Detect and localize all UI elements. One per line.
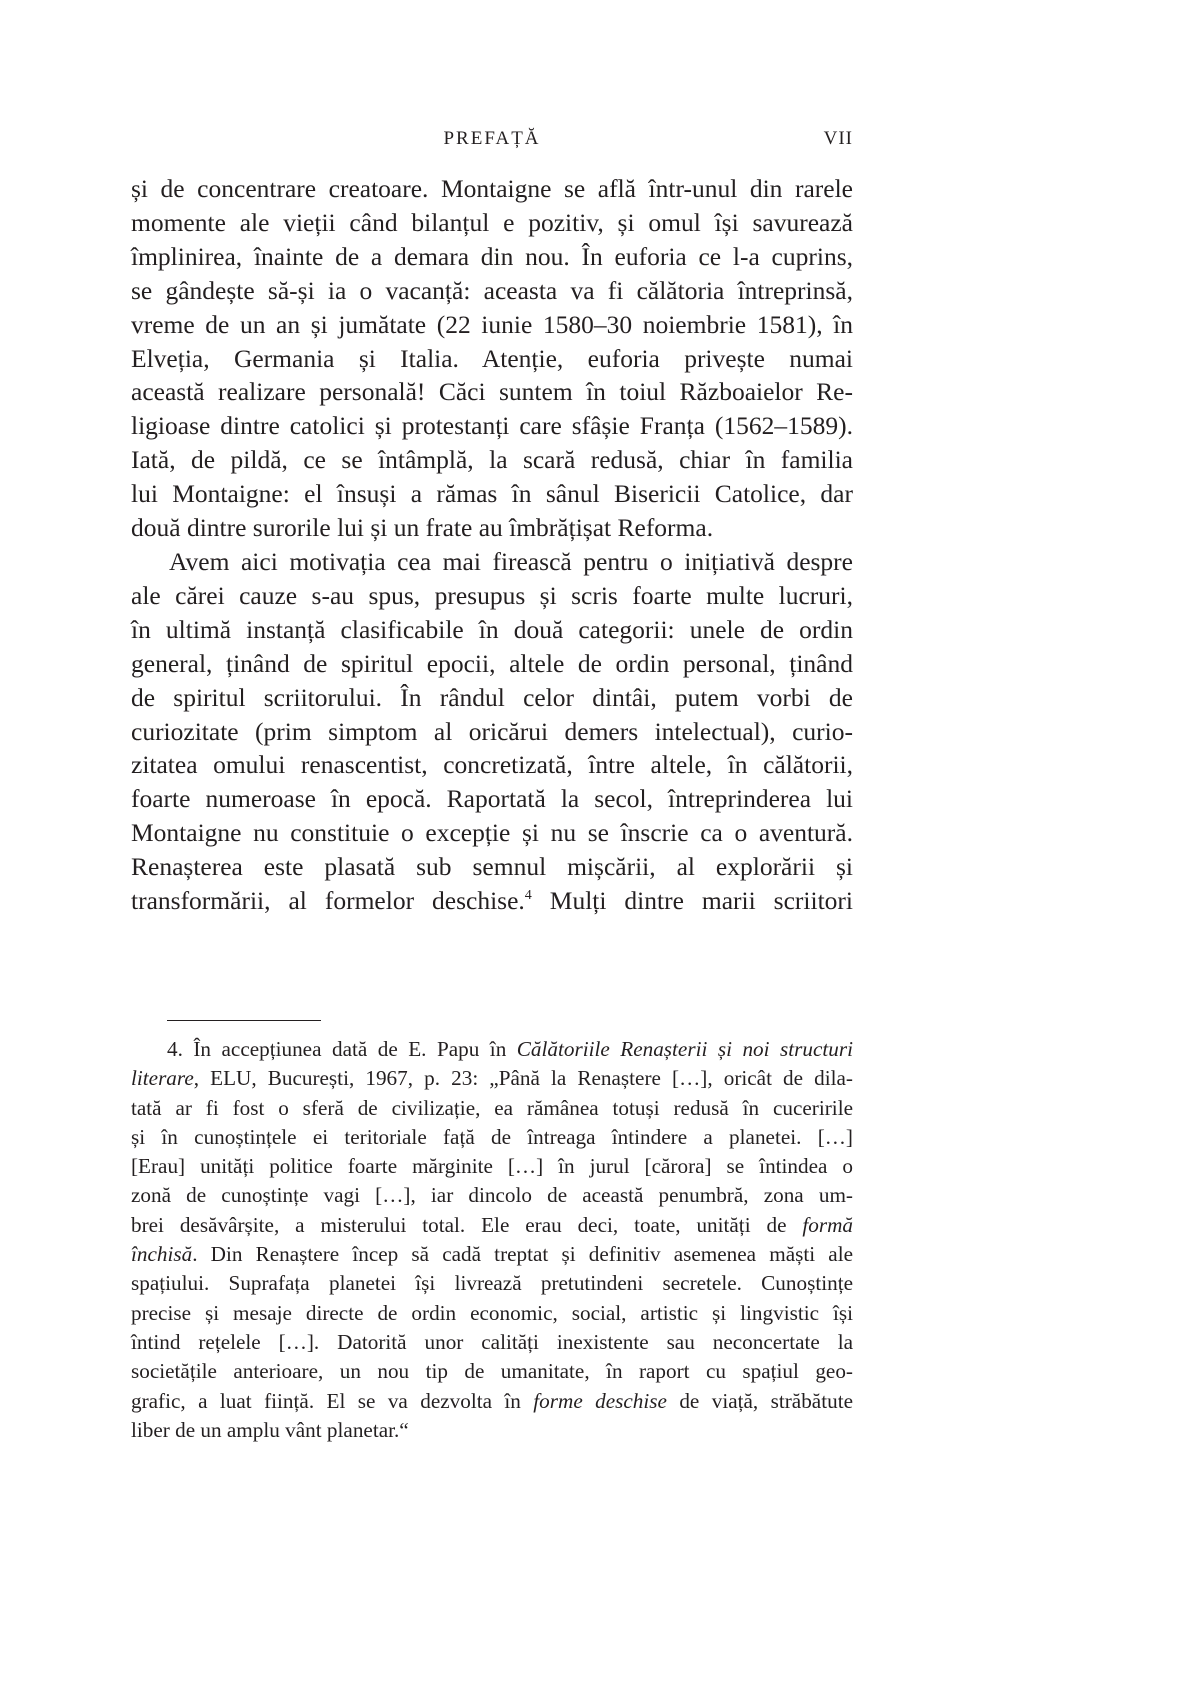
text-line: Iată, de pildă, ce se întâmplă, la scară redusă, chiar în familia bbox=[131, 445, 853, 475]
footnote-line: liber de un amplu vânt planetar.“ bbox=[131, 1417, 409, 1442]
emphasis-italic: formă bbox=[802, 1212, 853, 1237]
text-fragment: În accepțiunea dată de E. Papu în bbox=[182, 1037, 517, 1061]
footnote-line: întind rețelele […]. Datorită unor calități inexistente sau neconcertate la bbox=[131, 1329, 853, 1354]
text-fragment: . Din Renaștere încep să cadă treptat și definitiv asemenea măști ale bbox=[192, 1242, 853, 1267]
text-line: această realizare personală! Căci suntem în toiul Războaielor Re- bbox=[131, 377, 853, 407]
text-line: curiozitate (prim simptom al oricărui demers intelectual), curio- bbox=[131, 716, 853, 746]
text-fragment: de viață, străbătute bbox=[666, 1388, 853, 1413]
text-line: vreme de un an și jumătate (22 iunie 1580–30 noiembrie 1581), în bbox=[131, 309, 853, 339]
text-line: de spiritul scriitorului. În rândul celor dintâi, putem vorbi de bbox=[131, 682, 853, 712]
text-line: în ultimă instanță clasificabile în două categorii: unele de ordin bbox=[131, 614, 853, 644]
text-line: ligioase dintre catolici și protestanți care sfâșie Franța (1562–1589). bbox=[131, 411, 853, 441]
footnote-line: spațiului. Suprafața planetei își livrează pretutindeni secretele. Cunoștințe bbox=[131, 1271, 853, 1296]
text-line: și de concentrare creatoare. Montaigne se află într-unul din rarele bbox=[131, 174, 853, 203]
footnote-line: societățile anterioare, un nou tip de umanitate, în raport cu spațiul geo- bbox=[131, 1359, 853, 1384]
text-fragment: transformării, al formelor deschise. bbox=[131, 886, 525, 916]
footnote-4 bbox=[131, 1035, 853, 1445]
chapter-title: PREFAȚĂ bbox=[443, 128, 541, 149]
emphasis-italic: închisă bbox=[131, 1242, 193, 1267]
emphasis-italic: forme deschise bbox=[533, 1388, 667, 1413]
footnote-line bbox=[131, 1387, 853, 1416]
footnote-line: zonă de cunoștințe vagi […], iar dincolo de această penumbră, zona um- bbox=[131, 1183, 853, 1208]
text-line: Renașterea este plasată sub semnul mișcării, al explorării și bbox=[131, 852, 853, 882]
text-fragment: Mulți dintre marii scriitori bbox=[531, 886, 853, 916]
paragraph-2 bbox=[131, 545, 853, 923]
footnote-line bbox=[131, 1064, 853, 1093]
book-title-italic: literare bbox=[131, 1066, 194, 1091]
footnote-line: tată ar fi fost o sferă de civilizație, ea rămânea totuși redusă în cuceririle bbox=[131, 1095, 853, 1120]
main-text bbox=[131, 172, 853, 923]
footnote-separator bbox=[167, 1020, 321, 1021]
text-line: Elveția, Germania și Italia. Atenție, euforia privește numai bbox=[131, 343, 853, 373]
text-fragment: brei desăvârșite, a misterului total. Ele erau deci, toate, unități de bbox=[131, 1212, 803, 1237]
running-head bbox=[131, 128, 853, 158]
text-fragment: grafic, a luat ființă. El se va dezvolta în bbox=[131, 1388, 534, 1413]
text-line: lui Montaigne: el însuși a rămas în sânul Bisericii Catolice, dar bbox=[131, 479, 853, 509]
footnote-line: și în cunoștințele ei teritoriale față de întreaga întindere a planetei. […] bbox=[131, 1124, 853, 1149]
text-line: general, ținând de spiritul epocii, altele de ordin personal, ținând bbox=[131, 648, 853, 678]
text-fragment: , ELU, București, 1967, p. 23: „Până la Renaștere […], oricât de dila- bbox=[193, 1066, 853, 1091]
page-number: VII bbox=[823, 128, 853, 149]
text-line: momente ale vieții când bilanțul e pozitiv, și omul își savurează bbox=[131, 207, 853, 237]
footnote-line bbox=[131, 1240, 853, 1269]
text-line: zitatea omului renascentist, concretizată, între altele, în călătorii, bbox=[131, 750, 853, 780]
text-line: împlinirea, înainte de a demara din nou. În euforia ce l-a cuprins, bbox=[131, 241, 853, 271]
book-title-italic: Călătoriile Renașterii și noi structuri bbox=[516, 1037, 853, 1061]
text-line: două dintre surorile lui și un frate au îmbrățișat Reforma. bbox=[131, 513, 714, 543]
text-line: foarte numeroase în epocă. Raportată la secol, întreprinderea lui bbox=[131, 784, 853, 814]
text-line: ale cărei cauze s-au spus, presupus și scris foarte multe lucruri, bbox=[131, 580, 853, 610]
footnote-reference[interactable]: 4 bbox=[524, 888, 532, 904]
text-line bbox=[131, 884, 853, 923]
footnote-line bbox=[131, 1211, 853, 1240]
footnote-line: precise și mesaje directe de ordin economic, social, artistic și lingvistic își bbox=[131, 1300, 853, 1325]
text-line: Montaigne nu constituie o excepție și nu se înscrie ca o aventură. bbox=[131, 818, 853, 848]
text-line: Avem aici motivația cea mai firească pentru o inițiativă despre bbox=[169, 546, 853, 576]
footnote-line bbox=[131, 1035, 853, 1064]
footnote-line: [Erau] unități politice foarte mărginite […] în jurul [cărora] se întindea o bbox=[131, 1154, 853, 1179]
text-line: se gândește să-și ia o vacanță: aceasta va fi călătoria întreprinsă, bbox=[131, 275, 853, 305]
footnote-number: 4. bbox=[167, 1037, 183, 1061]
paragraph-1 bbox=[131, 172, 853, 545]
